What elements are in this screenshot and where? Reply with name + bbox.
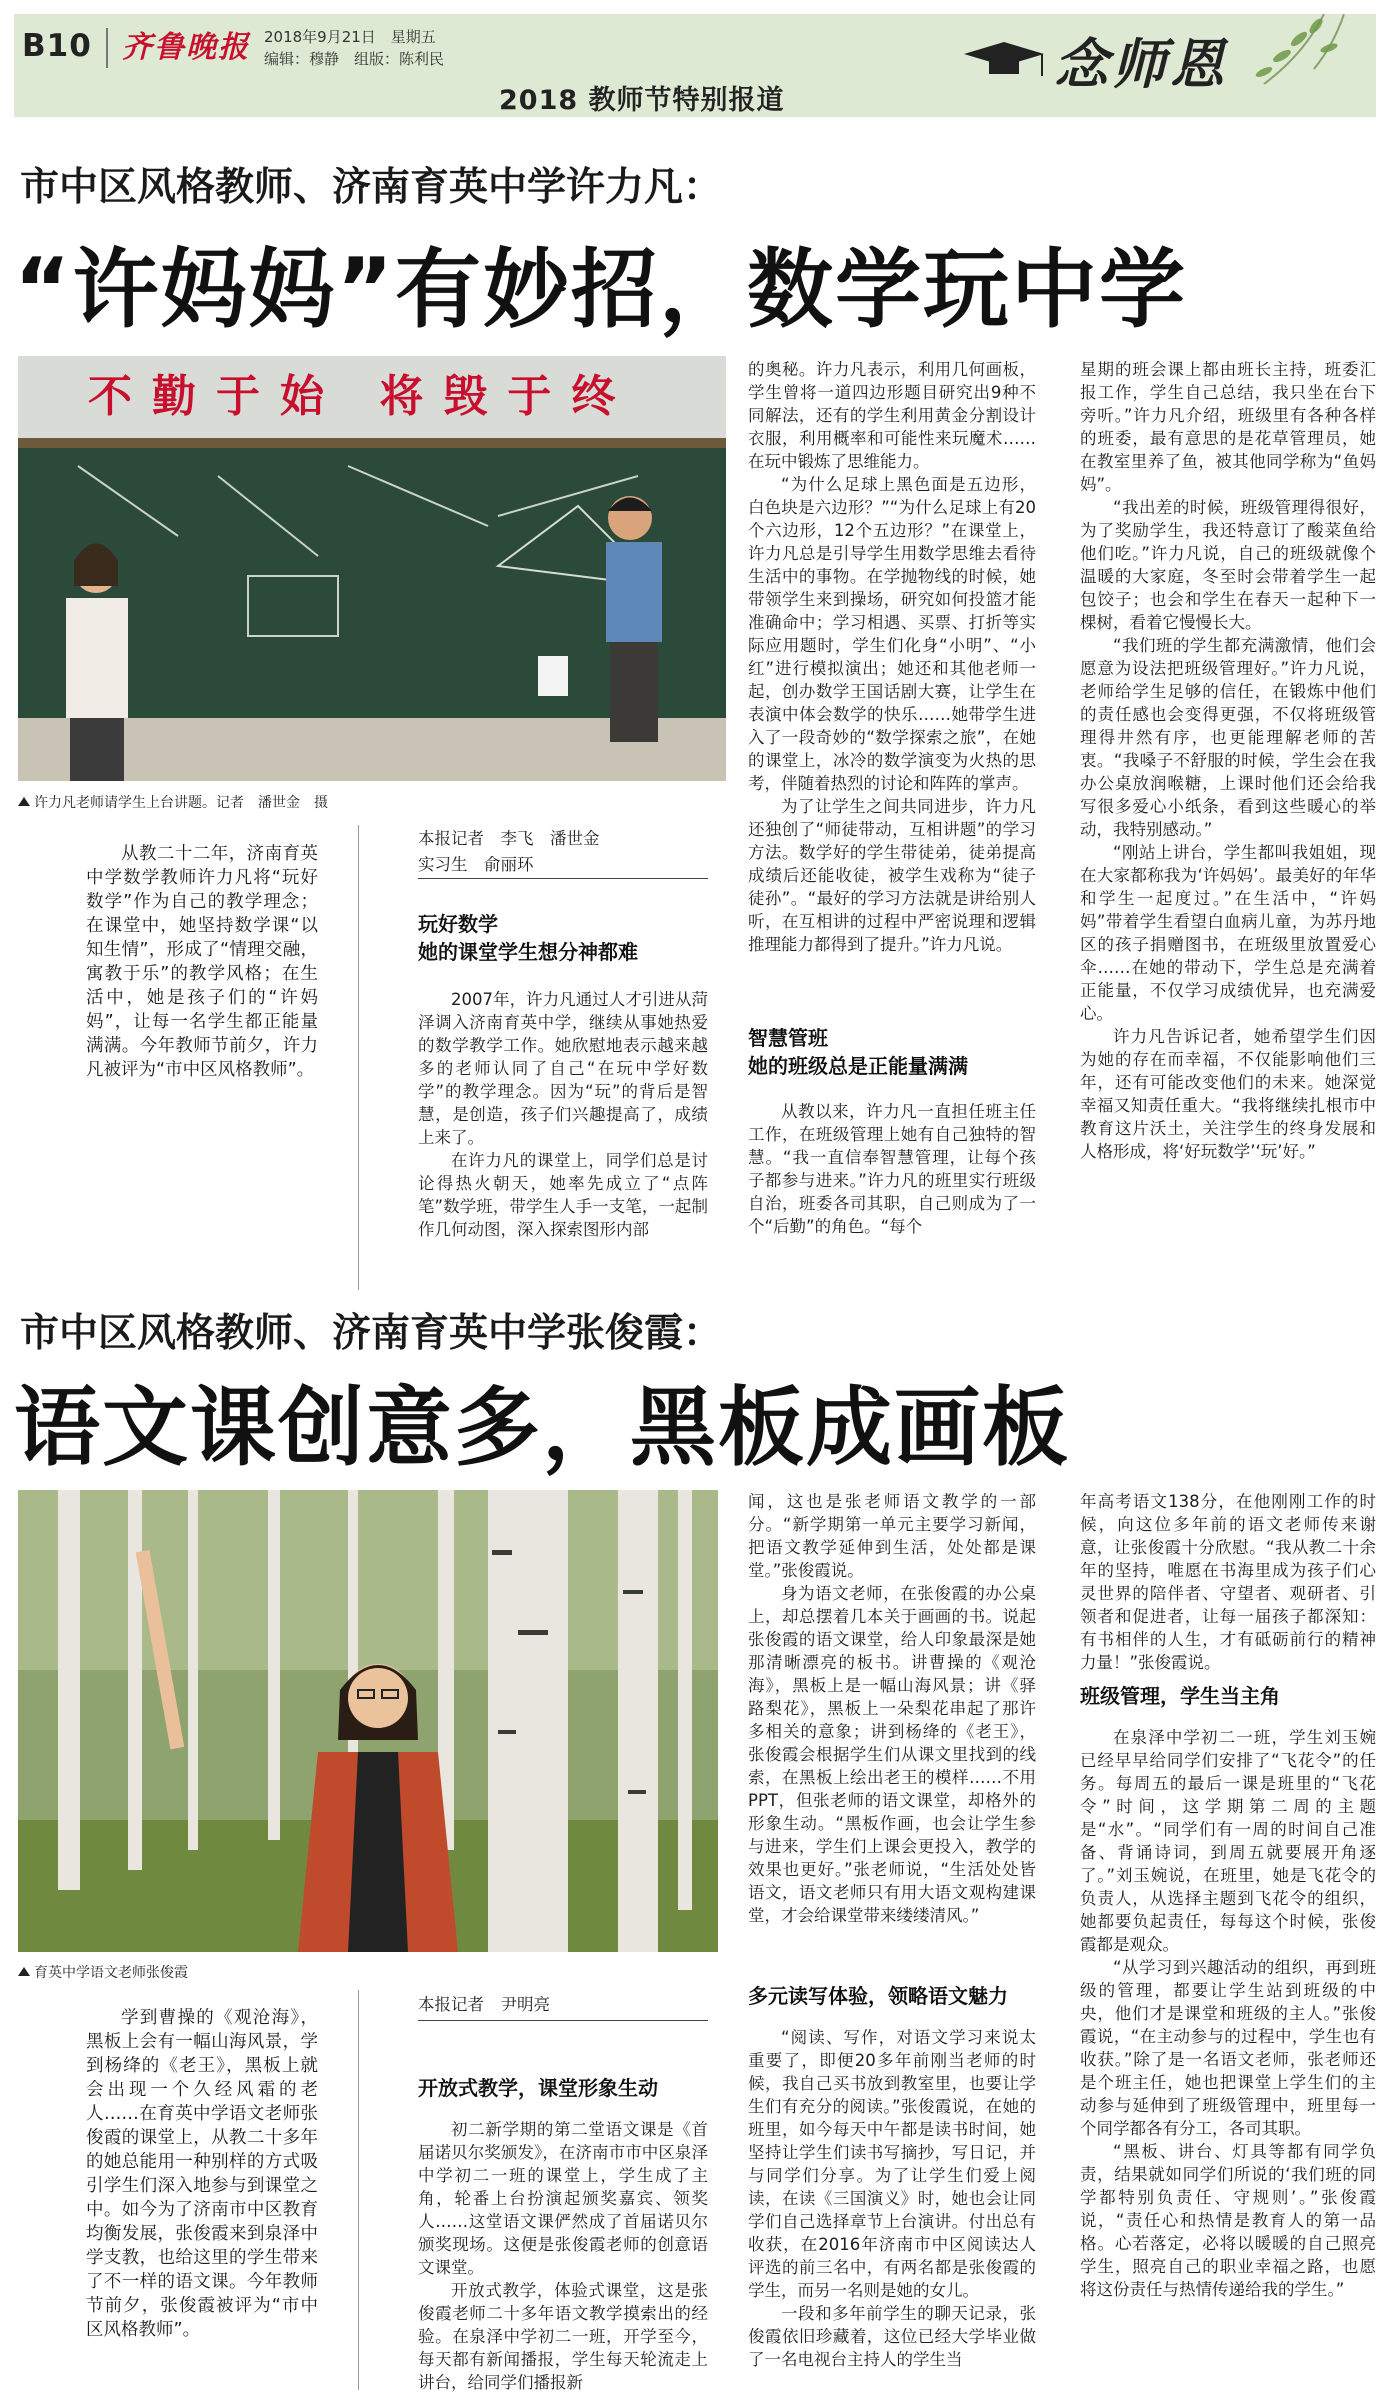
article2-headline: 语文课创意多，黑板成画板: [14, 1378, 1070, 1478]
paragraph: 从教以来，许力凡一直担任班主任工作，在班级管理上她有自己独特的智慧。“我一直信奉智慧管理，让每个孩子都参与进来。”许力凡的班里实行班级自治，班委各司其职，自己则成为了一个“后勤”的角色。“每个: [748, 1102, 1036, 1236]
paragraph: 一段和多年前学生的聊天记录，张俊霞依旧珍藏着，这位已经大学毕业做了一名电视台主持人的学生当: [748, 2304, 1036, 2369]
board-slogan: 不勤于始 将毁于终: [88, 371, 636, 422]
article2-subhead: 市中区风格教师、济南育英中学张俊霞：: [20, 1311, 723, 1356]
article1-headline: “许妈妈”有妙招，数学玩中学: [14, 240, 1188, 340]
column-divider: [358, 1990, 359, 2390]
section-title-line: 她的班级总是正能量满满: [748, 1054, 968, 1078]
article2-photo-caption: [18, 1962, 188, 1982]
paragraph: 2007年，许力凡通过人才引进从菏泽调入济南育英中学，继续从事她热爱的数学教学工作。她欣慰地表示越来越多的老师认同了自己“在玩中学好数学”的教学理念。因为“玩”的背后是智慧，是创造，孩子们兴趣提高了，成绩上来了。: [418, 990, 708, 1147]
calligraphy-title: 念师恩: [1054, 32, 1228, 96]
article2-photo: [18, 1490, 718, 1952]
paragraph: “为什么足球上黑色面是五边形，白色块是六边形？”“为什么足球上有20个六边形，12个五边形？”在课堂上，许力凡总是引导学生用数学思维去看待生活中的事物。在学抛物线的时候，她带领学生来到操场，研究如何投篮才能准确命中；学习相遇、买票、打折等实际应用题时，学生们化身“小明”、“小红”进行模拟演出；她还和其他老师一起，创办数学王国话剧大赛，让学生在表演中体会数学的快乐……她带学生进入了一段奇妙的“数学探索之旅”，在她的课堂上，冰冷的数学演变为火热的思考，伴随着热烈的讨论和阵阵的掌声。: [748, 475, 1036, 793]
article1-section2-title: [748, 1024, 1036, 1080]
paragraph: “阅读、写作，对语文学习来说太重要了，即便20多年前刚当老师的时候，我自己买书放到教室里，也要让学生们有充分的阅读。”张俊霞说，在她的班里，如今每天中午都是读书时间，她坚持让学生们读书写摘抄，写日记，并与同学们分享。为了让学生们爱上阅读，在读《三国演义》时，她也会让同学们自己选择章节上台演讲。付出总有收获，在2016年济南市中区阅读达人评选的前三名中，有两名都是张俊霞的学生，而另一名则是她的女儿。: [748, 2028, 1036, 2300]
article1-col1: [418, 988, 708, 1241]
paragraph: 开放式教学，体验式课堂，这是张俊霞老师二十多年语文教学摸索出的经验。在泉泽中学初二一班，开学至今，每天都有新闻播报，学生每天轮流走上讲台，给同学们播报新: [418, 2281, 708, 2392]
article2-col2-tail: [748, 2026, 1036, 2371]
article2-byline: [418, 1992, 708, 2018]
article2-col3: [1080, 1726, 1376, 2301]
article1-photo-caption: [18, 792, 328, 812]
special-report-title: 2018 教师节特别报道: [499, 85, 785, 116]
paragraph: 在泉泽中学初二一班，学生刘玉婉已经早早给同学们安排了“飞花令”的任务。每周五的最后一课是班里的“飞花令”时间，这学期第二周的主题是“水”。“同学们有一周的时间自己准备、背诵诗词，到周五就要展开角逐了。”刘玉婉说，在班里，她是飞花令的负责人，从选择主题到飞花令的组织，她都要负起责任，每每这个时候，张俊霞都是观众。: [1080, 1728, 1376, 1954]
caption-text: 育英中学语文老师张俊霞: [34, 1965, 188, 1981]
article2-intro: [86, 2006, 318, 2342]
paragraph: 的奥秘。许力凡表示，利用几何画板，学生曾将一道四边形题目研究出9种不同解法，还有的学生利用黄金分割设计衣服，利用概率和可能性来玩魔术……在玩中锻炼了思维能力。: [748, 360, 1036, 471]
paragraph: 星期的班会课上都由班长主持，班委汇报工作，学生自己总结，我只坐在台下旁听。”许力凡介绍，班级里有各种各样的班委，最有意思的是花草管理员，她在教室里养了鱼，被其他同学称为“鱼妈妈”。: [1080, 360, 1376, 494]
paragraph: 在许力凡的课堂上，同学们总是讨论得热火朝天，她率先成立了“点阵笔”数学班，带学生人手一支笔，一起制作几何动图，深入探索图形内部: [418, 1151, 708, 1239]
byline-reporter: 本报记者 尹明亮: [418, 1995, 550, 2014]
article2-col1: [418, 2118, 708, 2394]
article1-col2: [748, 358, 1036, 956]
byline-underline: [418, 2020, 708, 2021]
paragraph: “我出差的时候，班级管理得很好，为了奖励学生，我还特意订了酸菜鱼给他们吃。”许力凡说，自己的班级就像个温暖的大家庭，冬至时会带着学生一起包饺子；也会和学生在春天一起种下一棵树，看着它慢慢长大。: [1080, 498, 1376, 632]
caption-text: 许力凡老师请学生上台讲题。记者 潘世金 摄: [34, 795, 328, 811]
article1-col2-tail: [748, 1100, 1036, 1238]
article2-col2: [748, 1490, 1036, 1927]
article1-col3: [1080, 358, 1376, 1163]
paragraph: “黑板、讲台、灯具等都有同学负责，结果就如同学们所说的‘我们班的同学都特别负责任、守规则’。”张俊霞说，“责任心和热情是教育人的第一品格。心若落定，必将以暖暖的自己照亮学生，照亮自己的职业幸福之路，也愿将这份责任与热情传递给我的学生。”: [1080, 2142, 1376, 2299]
article1-intro: [86, 842, 318, 1082]
byline-reporters: 本报记者 李飞 潘世金: [418, 829, 600, 848]
page-number: B10: [22, 28, 92, 64]
column-divider: [358, 825, 359, 1290]
paragraph: “从学习到兴趣活动的组织，再到班级的管理，都要让学生站到班级的中央，他们才是课堂和班级的主人。”张俊霞说，“在主动参与的过程中，学生也有收获。”除了是一名语文老师，张老师还是个班主任，她也把课堂上学生们的主动参与延伸到了班级管理中，班里每一个同学都各有分工，各司其职。: [1080, 1958, 1376, 2138]
article1-byline: [418, 826, 708, 878]
paragraph: “刚站上讲台，学生都叫我姐姐，现在大家都称我为‘许妈妈’。最美好的年华和学生一起度过。”在生活中，“许妈妈”带着学生看望白血病儿童，为苏丹地区的孩子捐赠图书，在班级里放置爱心伞……在她的带动下，学生总是充满着正能量，不仅学习成绩优异，也充满爱心。: [1080, 843, 1376, 1023]
section-title-line: 她的课堂学生想分神都难: [418, 940, 638, 964]
article1-photo: [18, 356, 726, 781]
article1-section1-title: [418, 910, 708, 966]
section-title-line: 智慧管班: [748, 1026, 828, 1050]
byline-underline: [418, 878, 708, 879]
paragraph: 为了让学生之间共同进步，许力凡还独创了“师徒带动，互相讲题”的学习方法。数学好的学生带徒弟，徒弟提高成绩后还能收徒，被学生戏称为“徒子徒孙”。“最好的学习方法就是讲给别人听，在互相讲的过程中严密说理和逻辑推理能力都得到了提升。”许力凡说。: [748, 797, 1036, 954]
paragraph: 初二新学期的第二堂语文课是《首届诺贝尔奖颁发》，在济南市市中区泉泽中学初二一班的课堂上，学生成了主角，轮番上台扮演起颁奖嘉宾、领奖人……这堂语文课俨然成了首届诺贝尔颁奖现场。这便是张俊霞老师的创意语文课堂。: [418, 2120, 708, 2277]
header-divider: [106, 28, 108, 68]
article2-section2-title: 多元读写体验，领略语文魅力: [748, 1984, 1008, 2008]
section-title-line: 玩好数学: [418, 912, 498, 936]
newspaper-logo: 齐鲁晚报: [122, 30, 250, 65]
paragraph: 许力凡告诉记者，她希望学生们因为她的存在而幸福，不仅能影响他们三年，还有可能改变他们的未来。她深觉幸福又知责任重大。“我将继续扎根市中教育这片沃土，关注学生的终身发展和人格形成，将‘好玩数学’‘玩’好。”: [1080, 1027, 1376, 1161]
caption-triangle-icon: [18, 797, 30, 806]
paragraph: 身为语文老师，在张俊霞的办公桌上，却总摆着几本关于画画的书。说起张俊霞的语文课堂，给人印象最深是她那清晰漂亮的板书。讲曹操的《观沧海》，黑板上是一幅山海风景；讲《驿路梨花》，黑板上一朵梨花串起了那许多相关的意象；讲到杨绛的《老王》，张俊霞会根据学生们从课文里找到的线索，在黑板上绘出老王的模样……不用PPT，但张老师的语文课堂，却格外的形象生动。“黑板作画，也会让学生参与进来，学生们上课会更投入，教学的效果也更好。”张老师说，“生活处处皆语文，语文老师只有用大语文观构建课堂，才会给课堂带来缕缕清风。”: [748, 1584, 1036, 1925]
intro-text: 学到曹操的《观沧海》，黑板上会有一幅山海风景，学到杨绛的《老王》，黑板上就会出现一个久经风霜的老人……在育英中学语文老师张俊霞的课堂上，从教二十多年的她总能用一种别样的方式吸引学生们深入地参与到课堂之中。如今为了济南市中区教育均衡发展，张俊霞来到泉泽中学支教，也给这里的学生带来了不一样的语文课。今年教师节前夕，张俊霞被评为“市中区风格教师”。: [86, 2008, 318, 2340]
byline-intern: 实习生 俞丽环: [418, 855, 534, 874]
issue-date: 2018年9月21日 星期五: [264, 28, 436, 46]
article2-section3-title: 班级管理，学生当主角: [1080, 1684, 1280, 1708]
paragraph: 年高考语文138分，在他刚刚工作的时候，向这位多年前的语文老师传来谢意，让张俊霞十分欣慰。“我从教二十余年的坚持，唯愿在书海里成为孩子们心灵世界的陪伴者、守望者、观研者、引领者和促进者，让每一届孩子都深知：有书相伴的人生，才有砥砺前行的精神力量！”张俊霞说。: [1080, 1492, 1376, 1672]
paragraph: 闻，这也是张老师语文教学的一部分。“新学期第一单元主要学习新闻，把语文教学延伸到生活，处处都是课堂。”张俊霞说。: [748, 1492, 1036, 1580]
page-header: [14, 14, 1376, 117]
article2-section1-title: 开放式教学，课堂形象生动: [418, 2076, 658, 2100]
article1-subhead: 市中区风格教师、济南育英中学许力凡：: [20, 165, 723, 210]
article2-col3-top: [1080, 1490, 1376, 1674]
editor-credits: 编辑：穆静 组版：陈利民: [264, 50, 445, 68]
intro-text: 从教二十二年，济南育英中学数学教师许力凡将“玩好数学”作为自己的教学理念；在课堂中，她坚持数学课“以知生情”，形成了“情理交融，寓教于乐”的教学风格；在生活中，她是孩子们的“许妈妈”，让每一名学生都正能量满满。今年教师节前夕，许力凡被评为“市中区风格教师”。: [86, 844, 318, 1080]
paragraph: “我们班的学生都充满激情，他们会愿意为设法把班级管理好。”许力凡说，老师给学生足够的信任，在锻炼中他们的责任感也会变得更强，不仅将班级管理得井然有序，也更能理解老师的苦衷。“我嗓子不舒服的时候，学生会在我办公桌放润喉糖，上课时他们还会给我写很多爱心小纸条，看到这些暖心的举动，我特别感动。”: [1080, 636, 1376, 839]
graduation-cap-icon: [964, 42, 1044, 76]
caption-triangle-icon: [18, 1967, 30, 1976]
